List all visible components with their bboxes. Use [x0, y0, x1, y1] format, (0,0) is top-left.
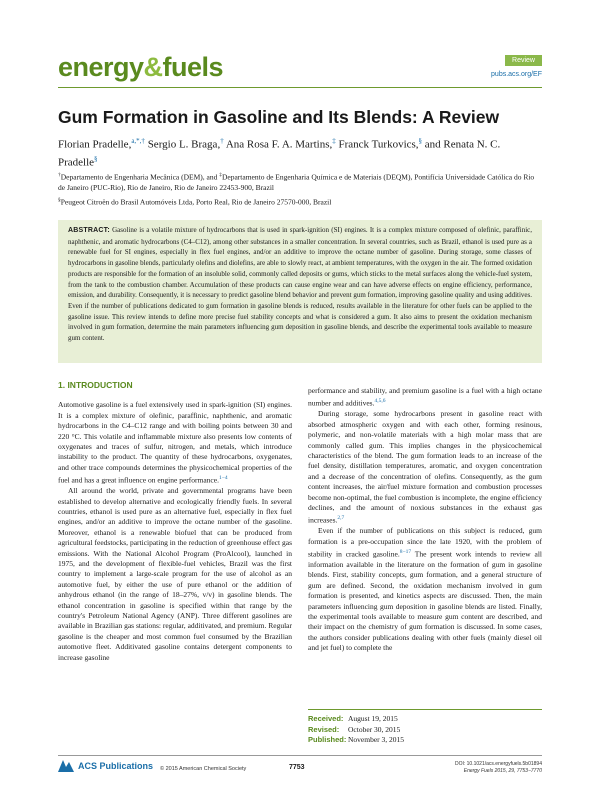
abstract-text: Gasoline is a volatile mixture of hydrocarbons that is used in spark-ignition (SI) engines. It is a complex mixture composed of olefinic, paraffinic, naphthenic, and aromatic hydrocarbons (C4–C12), among other substances in a smaller concentration. In several countries, such as Brazil, ethanol is used pure as a renewable fuel for SI engines, especially in flex fuel engines, and/or an additive to improve the octane number of gasoline. During storage, some classes of hydrocarbons in gasoline blends, particularly olefins and diolefins, are able to slowly react, at ambient temperatures, with the oxygen in the air. The formed oxidation products are responsible for the formation of an insoluble solid, commonly called deposits or gums, which sticks to the metal surfaces along the vehicle-fuel system, from the tank to the combustion chamber. Accumulation of these products can cause engine wear and can have adverse effects on engine efficiency, performance, emission, and durability. Consequently, it is necessary to predict gasoline blend behavior and prevent gum formation, improving gasoline quality and using additives. Even if the number of publications dedicated to gum formation in gasoline blends is reduced, results available in the literature for other fuels can be applied to the gasoline issue. This review intends to define more precise fuel stability concepts and what is considered a gum. It also aims to present the oxidation mechanism involved in gum formation, determine the main parameters influencing gum deposition in gasoline blends, and describe the experimental tools available to measure gum content.: [68, 226, 533, 343]
body-column-right: [308, 386, 542, 654]
paragraph-text: Even if the number of publications on this subject is reduced, gum formation is a pre-occupation since the late 1920, with the problem of stability in cracked gasoline.: [308, 526, 542, 559]
date-label: Received:: [308, 714, 344, 723]
date-value: August 19, 2015: [348, 714, 398, 723]
journal-logo-part1: energy: [58, 52, 144, 82]
author-name[interactable]: and Renata N. C. Pradelle: [58, 138, 501, 169]
footer-divider: [58, 755, 542, 756]
publication-dates: [308, 709, 542, 746]
affiliation-mark: ‡: [219, 172, 222, 178]
author-name[interactable]: Ana Rosa F. A. Martins,: [225, 138, 333, 151]
citation-link[interactable]: 2,7: [337, 515, 345, 522]
date-published: [308, 735, 542, 746]
paragraph: [58, 486, 292, 663]
acs-logo-icon: [58, 760, 74, 772]
author-affiliation-mark: §: [94, 154, 98, 163]
journal-citation: Energy Fuels 2015, 29, 7753−7770: [463, 768, 542, 774]
abstract-box: [58, 220, 542, 363]
paragraph-text: The present work intends to review all information available in the literature on the formation of gum in gasoline blends. First, stability concepts, gum formation, and a general structure of gum are defined. Second, the oxidation mechanism involved in gum formation is presented, and kinetics aspects are discussed. Then, the main parameters influencing gum deposition in gasoline blends are listed. Finally, the experimental tools available to measure gum content are described, and their impact on the chemistry of gum formation is discussed. In some cases, the authors consider publications dealing with other fuels (mainly diesel oil and jet fuel) to complete the: [308, 549, 542, 653]
citation-link[interactable]: 8−17: [399, 549, 412, 556]
affiliation-text: Peugeot Citroën do Brasil Automóveis Ltda, Porto Real, Rio de Janeiro 27570-000, Brazil: [60, 197, 332, 207]
journal-logo-part2: fuels: [162, 52, 224, 82]
author-name[interactable]: Franck Turkovics,: [338, 138, 419, 151]
doi-link[interactable]: DOI: 10.1021/acs.energyfuels.5b01894: [454, 761, 542, 767]
date-label: Revised:: [308, 724, 340, 734]
date-label: Published:: [308, 735, 347, 744]
date-value: October 30, 2015: [348, 724, 401, 734]
body-column-left: [58, 380, 292, 663]
author-name[interactable]: Sergio L. Braga,: [147, 138, 221, 151]
author-affiliation-mark: ‡: [332, 137, 336, 145]
author-list: [58, 134, 542, 169]
affiliation-1: [58, 170, 542, 193]
page-number: 7753: [289, 764, 305, 771]
journal-logo-amp: &: [143, 52, 163, 82]
publisher-name: ACS Publications: [78, 761, 154, 771]
date-value: November 3, 2015: [348, 735, 405, 744]
paragraph: [58, 400, 292, 486]
article-type-badge: Review: [505, 55, 542, 66]
affiliation-mark: †: [58, 172, 61, 178]
header-divider: [58, 87, 542, 88]
date-received: [308, 714, 542, 725]
paragraph-text: During storage, some hydrocarbons present in gasoline react with absorbed atmospheric oxygen and with each other, forming resinous, polymeric, and non-volatile materials with a high molar mass that are commonly called gum. This implies changes in the physicochemical characteristics of the blend. The gum formation leads to an increase of the fuel density, distillation temperatures, aromatic, and oxygen concentration and a decrease of the concentration of olefins. Consequently, as the gum content increases, the air/fuel mixture formation and combustion processes become non-optimal, the fuel combustion is incomplete, the engine efficiency declines, and the amount of noxious substances in the exhaust gas increases.: [308, 409, 542, 525]
citation-link[interactable]: 4,5,6: [374, 398, 386, 405]
author-name[interactable]: Florian Pradelle,: [58, 138, 132, 151]
author-affiliation-mark: †: [220, 137, 224, 145]
paragraph-text: Automotive gasoline is a fuel extensively used in spark-ignition (SI) engines. It is a complex mixture of olefinic, paraffinic, naphthenic, and aromatic hydrocarbons in the C4–C12 range and with boiling points between 30 and 220 °C. This volatile and inflammable mixture also presents low contents of oxygenates and traces of sulfur, nitrogen, and metals, which introduce instability to the product. The quantity of these hydrocarbons, oxygenates, and other trace compounds determines the physicochemical properties of the fuel and has a great influence on engine performance.: [58, 400, 292, 485]
paragraph: [308, 386, 542, 409]
affiliation-mark: §: [58, 197, 61, 203]
journal-logo: [58, 52, 223, 82]
affiliation-text: Departamento de Engenharia Química e de Materiais (DEQM), Pontifícia Universidade Católica do Rio de Janeiro (PUC-Rio), Rio de Janeiro, Rio de Janeiro 22453-900, Brazil: [58, 172, 535, 192]
paragraph: [308, 409, 542, 526]
copyright-notice: © 2015 American Chemical Society: [160, 766, 247, 772]
section-heading: 1. INTRODUCTION: [58, 380, 133, 390]
affiliation-2: [58, 195, 542, 208]
doi-citation: [455, 761, 542, 775]
paragraph-text: All around the world, private and governmental programs have been established to develop alternative and ecologically friendly fuels. In several countries, ethanol is used pure as an alternative fuel, especially in flex fuel engines, and/or an additive to improve the octane number of the gasoline. Moreover, ethanol is a renewable biofuel that can be produced from agricultural feedstocks, participating in the reduction of greenhouse effect gas emissions. With the National Alcohol Program (ProAlcool), launched in 1975, and the development of flexible-fuel vehicles, Brazil was the first country to implement a large-scale program for the use of alcohol as an automotive fuel, by either the use of pure ethanol or the addition of anhydrous ethanol (in the range of 18–27%, v/v) in gasoline blends. The ethanol concentration in gasoline is specified within that range by the country's Petroleum National Agency (ANP). Three different gasolines are available in Brazilian gas stations: regular, additivated, and premium. Regular gasoline is the cheaper and most common fuel consumed by the Brazilian automotive fleet. Additivated gasoline contains detergent components to increase gasoline: [58, 486, 292, 662]
publisher-logo[interactable]: [58, 760, 153, 772]
paragraph-text: performance and stability, and premium gasoline is a fuel with a high octane number and additives.: [308, 386, 542, 408]
paragraph: [308, 526, 542, 653]
author-affiliation-mark: §: [418, 137, 423, 145]
journal-url-link[interactable]: pubs.acs.org/EF: [491, 71, 542, 78]
citation-link[interactable]: 1−4: [218, 475, 228, 482]
date-revised: [308, 725, 542, 736]
abstract-label: ABSTRACT:: [68, 227, 110, 234]
article-title: Gum Formation in Gasoline and Its Blends: A Review: [58, 107, 500, 127]
author-affiliation-mark: a,*,†: [131, 137, 145, 145]
affiliation-text: Departamento de Engenharia Mecânica (DEM), and: [60, 172, 220, 182]
